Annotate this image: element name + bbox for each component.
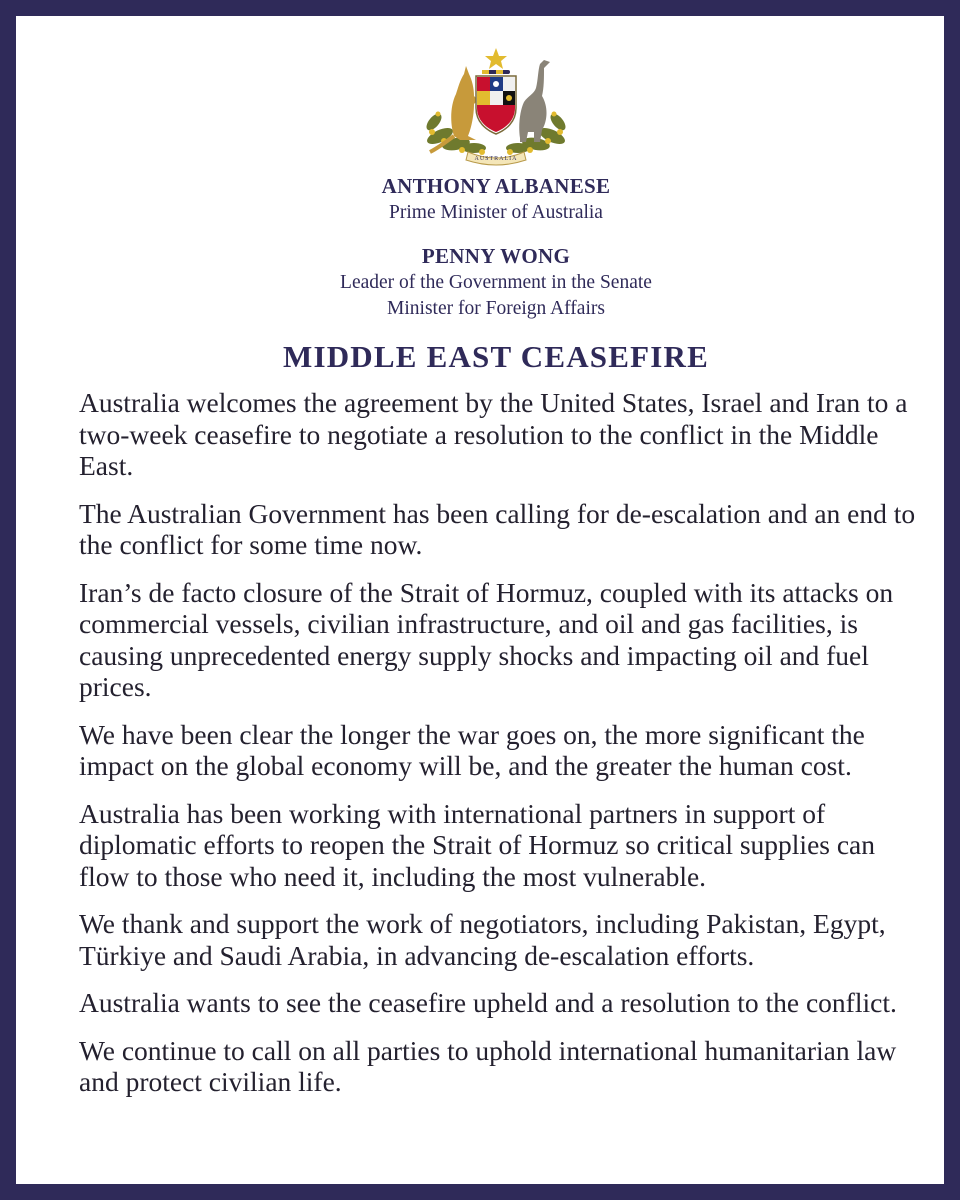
paragraph: We continue to call on all parties to uphold international humanitarian law and protect civilian life. — [79, 1034, 897, 1097]
paragraph: The Australian Government has been calling for de-escalation and an end to the conflict for some time now. — [79, 497, 916, 560]
svg-text:AUSTRALIA: AUSTRALIA — [474, 156, 518, 162]
minister2-name: PENNY WONG — [421, 244, 571, 268]
minister2-role-senate: Leader of the Government in the Senate — [340, 272, 652, 293]
paragraph: Iran’s de facto closure of the Strait of Hormuz, coupled with its attacks on commercial vessels, civilian infrastructure, and oil and gas facilities, is causing unprecedented energy supply shocks and impacting oil and fuel prices. — [79, 576, 894, 702]
statement-title: MIDDLE EAST CEASEFIRE — [282, 339, 709, 374]
statement-body — [79, 387, 929, 1114]
coat-of-arms-icon — [416, 44, 576, 166]
paragraph: We thank and support the work of negotiators, including Pakistan, Egypt, Türkiye and Saudi Arabia, in advancing de-escalation efforts. — [79, 908, 886, 971]
paragraph: We have been clear the longer the war goes on, the more significant the impact on the global economy will be, and the greater the human cost. — [79, 718, 865, 781]
paragraph: Australia wants to see the ceasefire upheld and a resolution to the conflict. — [79, 987, 897, 1018]
paragraph: Australia has been working with international partners in support of diplomatic efforts to reopen the Strait of Hormuz so critical supplies can flow to those who need it, including the most vulnerable. — [79, 797, 876, 892]
minister2-role-foreign-affairs: Minister for Foreign Affairs — [387, 298, 605, 319]
paragraph: Australia welcomes the agreement by the United States, Israel and Iran to a two-week ceasefire to negotiate a resolution to the conflict in the Middle East. — [79, 387, 908, 481]
minister1-role: Prime Minister of Australia — [389, 202, 603, 223]
minister1-name: ANTHONY ALBANESE — [381, 174, 611, 198]
